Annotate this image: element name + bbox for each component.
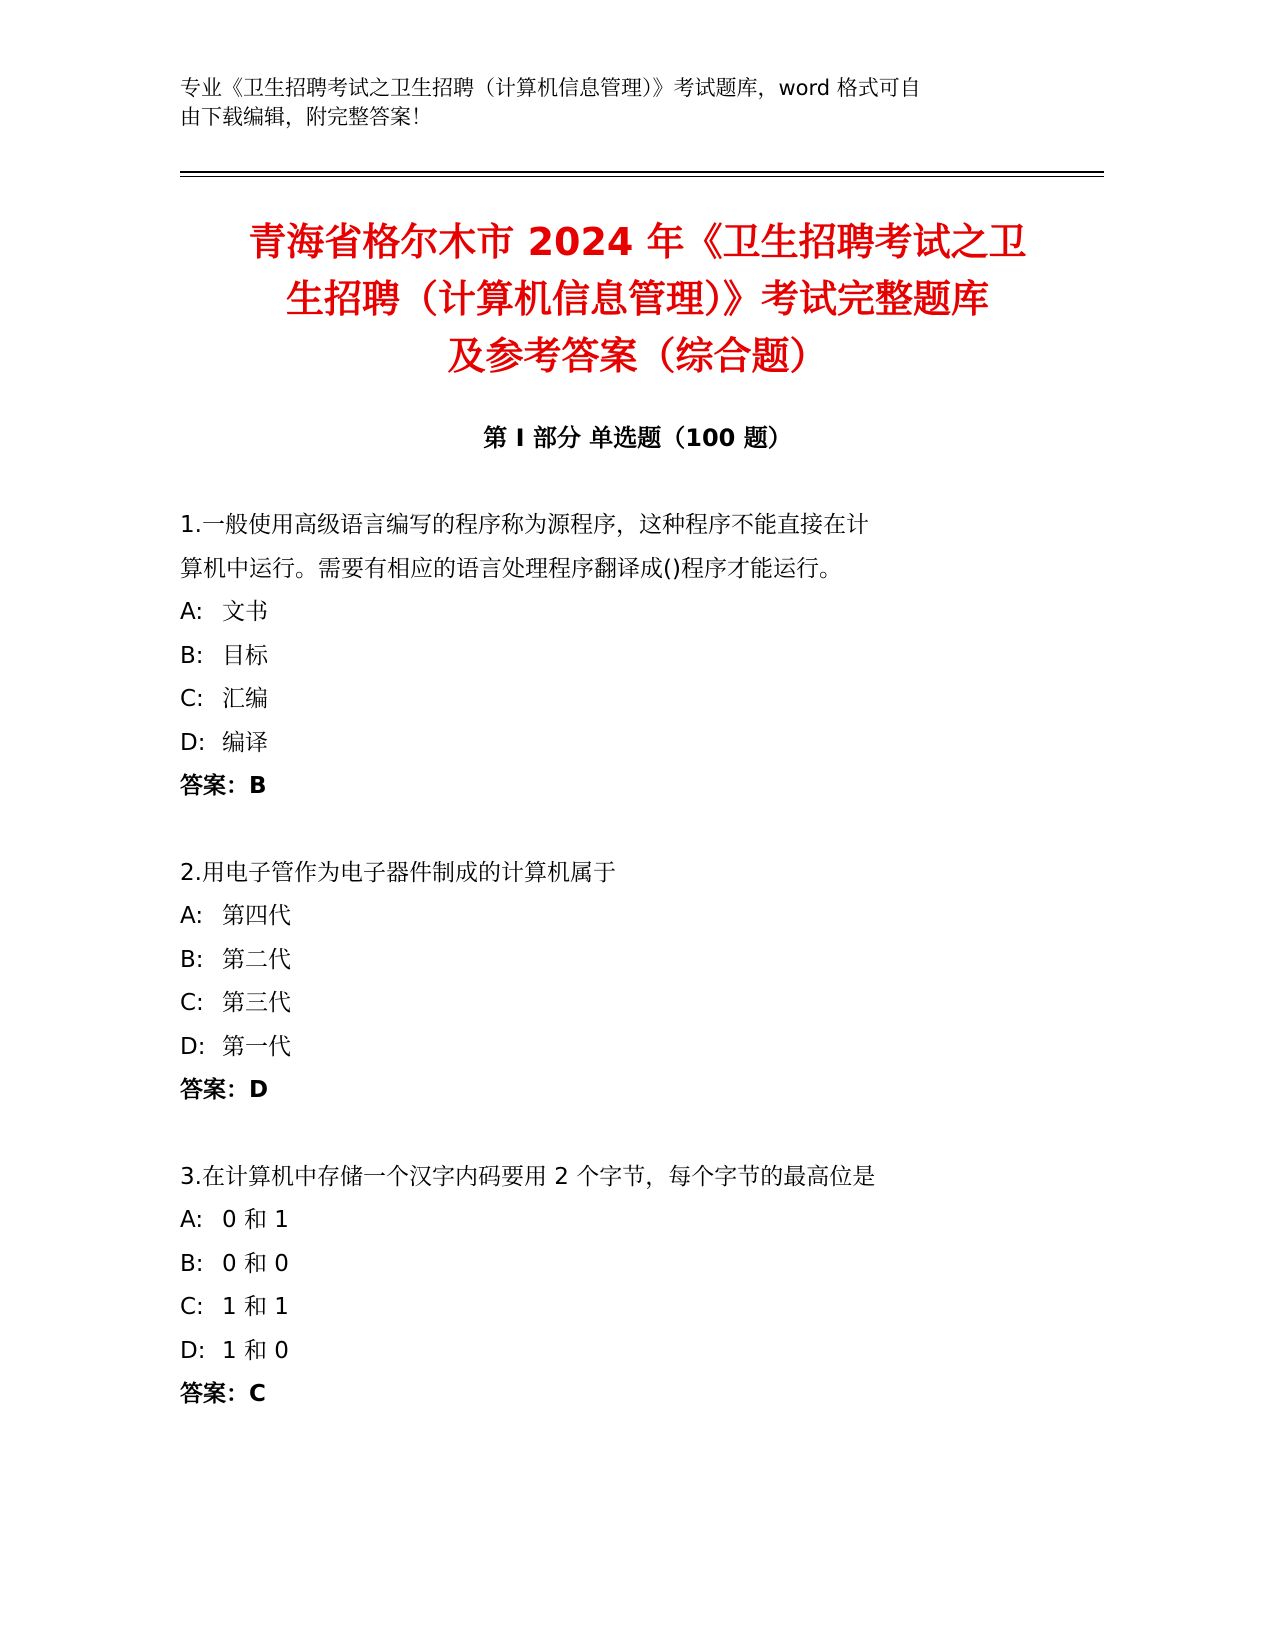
option-letter: B: (180, 642, 204, 669)
option-letter: A: (180, 599, 204, 625)
option-text: 第四代 (222, 903, 291, 929)
option-c (180, 1286, 1080, 1330)
option-d (180, 1330, 1080, 1374)
question-stem-line-1: 2.用电子管作为电子器件制成的计算机属于 (180, 859, 616, 886)
document-title-line-2: 生招聘（计算机信息管理）》考试完整题库 (285, 277, 989, 321)
option-letter: A: (180, 1207, 204, 1233)
option-c (180, 678, 1080, 722)
option-text: 目标 (222, 642, 268, 669)
document-title (140, 214, 1135, 385)
option-a (180, 895, 1080, 939)
option-letter: C: (180, 1294, 204, 1320)
option-text: 1 和 1 (222, 1294, 289, 1320)
option-letter: B: (180, 946, 204, 973)
answer-label: 答案：C (180, 1381, 266, 1407)
option-letter: C: (180, 990, 204, 1016)
option-d (180, 1026, 1080, 1070)
option-text: 1 和 0 (222, 1337, 289, 1364)
option-letter: B: (180, 1250, 204, 1277)
question-stem (180, 1156, 1080, 1200)
question-stem-line-1: 3.在计算机中存储一个汉字内码要用 2 个字节，每个字节的最高位是 (180, 1163, 876, 1190)
option-a (180, 1199, 1080, 1243)
option-c (180, 982, 1080, 1026)
question-2 (180, 852, 1080, 1113)
option-text: 第二代 (222, 946, 291, 973)
answer-label: 答案：B (180, 773, 267, 799)
option-letter: D: (180, 729, 206, 756)
question-1 (180, 504, 1080, 809)
question-stem (180, 852, 1080, 896)
question-stem-line-2: 算机中运行。需要有相应的语言处理程序翻译成()程序才能运行。 (180, 555, 842, 582)
header-note-line-2: 由下载编辑，附完整答案！ (180, 105, 432, 129)
option-text: 汇编 (222, 686, 268, 712)
option-a (180, 591, 1080, 635)
option-text: 第一代 (222, 1033, 291, 1060)
header-note-line-1: 专业《卫生招聘考试之卫生招聘（计算机信息管理）》考试题库，word 格式可自 (180, 76, 921, 100)
question-3 (180, 1156, 1080, 1417)
header-divider-thin (180, 176, 1104, 177)
option-b (180, 939, 1080, 983)
document-title-line-1: 青海省格尔木市 2024 年《卫生招聘考试之卫 (248, 220, 1027, 264)
question-stem-line-1: 1.一般使用高级语言编写的程序称为源程序，这种程序不能直接在计 (180, 512, 869, 538)
question-stem (180, 504, 1080, 591)
option-letter: D: (180, 1337, 206, 1364)
header-note (180, 74, 1050, 132)
option-b (180, 635, 1080, 679)
option-letter: D: (180, 1033, 206, 1060)
section-title: 第 I 部分 单选题（100 题） (483, 424, 792, 452)
answer-label: 答案：D (180, 1077, 269, 1103)
question-list (180, 504, 1080, 1460)
header-divider-thick (180, 171, 1104, 173)
option-text: 编译 (222, 729, 268, 756)
option-letter: C: (180, 686, 204, 712)
option-text: 文书 (222, 599, 268, 625)
option-letter: A: (180, 903, 204, 929)
document-title-line-3: 及参考答案（综合题） (447, 334, 828, 378)
option-text: 0 和 1 (222, 1207, 289, 1233)
option-d (180, 722, 1080, 766)
option-b (180, 1243, 1080, 1287)
option-text: 0 和 0 (222, 1250, 289, 1277)
option-text: 第三代 (222, 990, 291, 1016)
